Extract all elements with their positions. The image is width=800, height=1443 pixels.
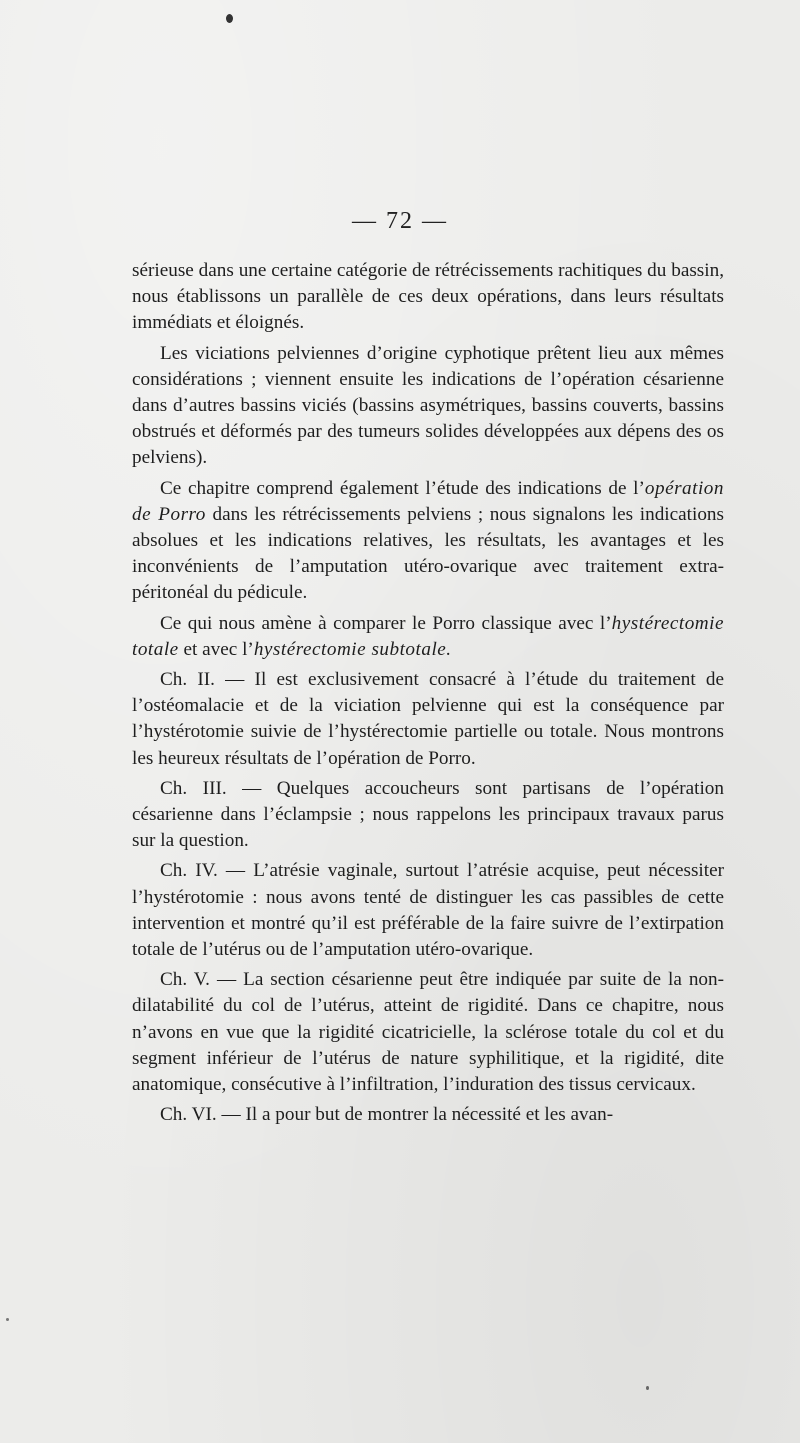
paragraph-chapter-6 bbox=[132, 1102, 724, 1128]
paragraph-text: Ce qui nous amène à comparer le Porro classique avec l’ bbox=[160, 612, 612, 634]
paragraph bbox=[132, 341, 724, 472]
page-number: — 72 — bbox=[352, 208, 448, 234]
body-text bbox=[132, 258, 724, 1133]
paragraph-chapter-3 bbox=[132, 776, 724, 855]
ink-speck bbox=[226, 14, 233, 23]
paragraph-text: Les viciations pelviennes d’origine cyphotique prêtent lieu aux mêmes considérations ; viennent ensuite les indications de l’opération césarienne dans d’autres bassins viciés (bassins asymétriques, bassins couverts, bassins obstrués et déformés par des tumeurs solides développées aux dépens des os pelviens). bbox=[132, 342, 724, 469]
paragraph-text: Ch. V. — La section césarienne peut être indiquée par suite de la non-dilatabilité du col de l’utérus, atteint de rigidité. Dans ce chapitre, nous n’avons en vue que la rigidité cicatricielle, la sclérose totale du col et du segment inférieur de l’utérus de nature syphilitique, et la rigidité, dite anatomique, consécutive à l’infiltration, l’induration des tissus cervicaux. bbox=[132, 969, 724, 1096]
paragraph-text: sérieuse dans une certaine catégorie de rétrécissements rachitiques du bassin, nous établissons un parallèle de ces deux opérations, dans leurs résultats immédiats et éloignés. bbox=[132, 260, 724, 334]
paragraph-text: Ch. VI. — Il a pour but de montrer la nécessité et les avan- bbox=[160, 1104, 614, 1126]
italic-term: opération de Porro bbox=[132, 477, 724, 525]
paragraph bbox=[132, 258, 724, 337]
paragraph-text: Ch. IV. — L’atrésie vaginale, surtout l’atrésie acquise, peut nécessiter l’hystérotomie : nous avons tenté de distinguer les cas passibles de cette intervention et montré qu’il est préférable de la faire suivre de l’extirpation totale de l’utérus ou de l’amputation utéro-ovarique. bbox=[132, 860, 724, 961]
italic-term: hystérectomie subtotale. bbox=[253, 638, 452, 660]
paragraph-text: Ce chapitre comprend également l’étude des indications de l’ bbox=[160, 477, 645, 499]
paragraph-text: dans les rétrécissements pelviens ; nous signalons les indications absolues et les indications relatives, les résultats, les avantages et les inconvénients de l’amputation utéro-ovarique avec traitement extra-péritonéal du pédicule. bbox=[132, 503, 724, 604]
paragraph-text: Ch. II. — Il est exclusivement consacré à l’étude du traitement de l’ostéomalacie et de la viciation pelvienne qui est la conséquence par l’hystérotomie suivie de l’hystérectomie partielle ou totale. Nous montrons les heureux résultats de l’opération de Porro. bbox=[132, 669, 724, 769]
paragraph bbox=[132, 476, 724, 607]
paragraph-chapter-2 bbox=[132, 667, 724, 772]
italic-term: hystérectomie totale bbox=[132, 612, 724, 660]
paragraph-chapter-5 bbox=[132, 967, 724, 1098]
ink-speck bbox=[6, 1318, 9, 1321]
ink-speck bbox=[646, 1386, 649, 1390]
paragraph bbox=[132, 611, 724, 663]
paragraph-text: Ch. III. — Quelques accoucheurs sont partisans de l’opération césarienne dans l’éclampsie ; nous rappelons les principaux travaux parus sur la question. bbox=[132, 777, 724, 852]
paragraph-text: et avec l’ bbox=[178, 638, 254, 660]
paragraph-chapter-4 bbox=[132, 858, 724, 963]
